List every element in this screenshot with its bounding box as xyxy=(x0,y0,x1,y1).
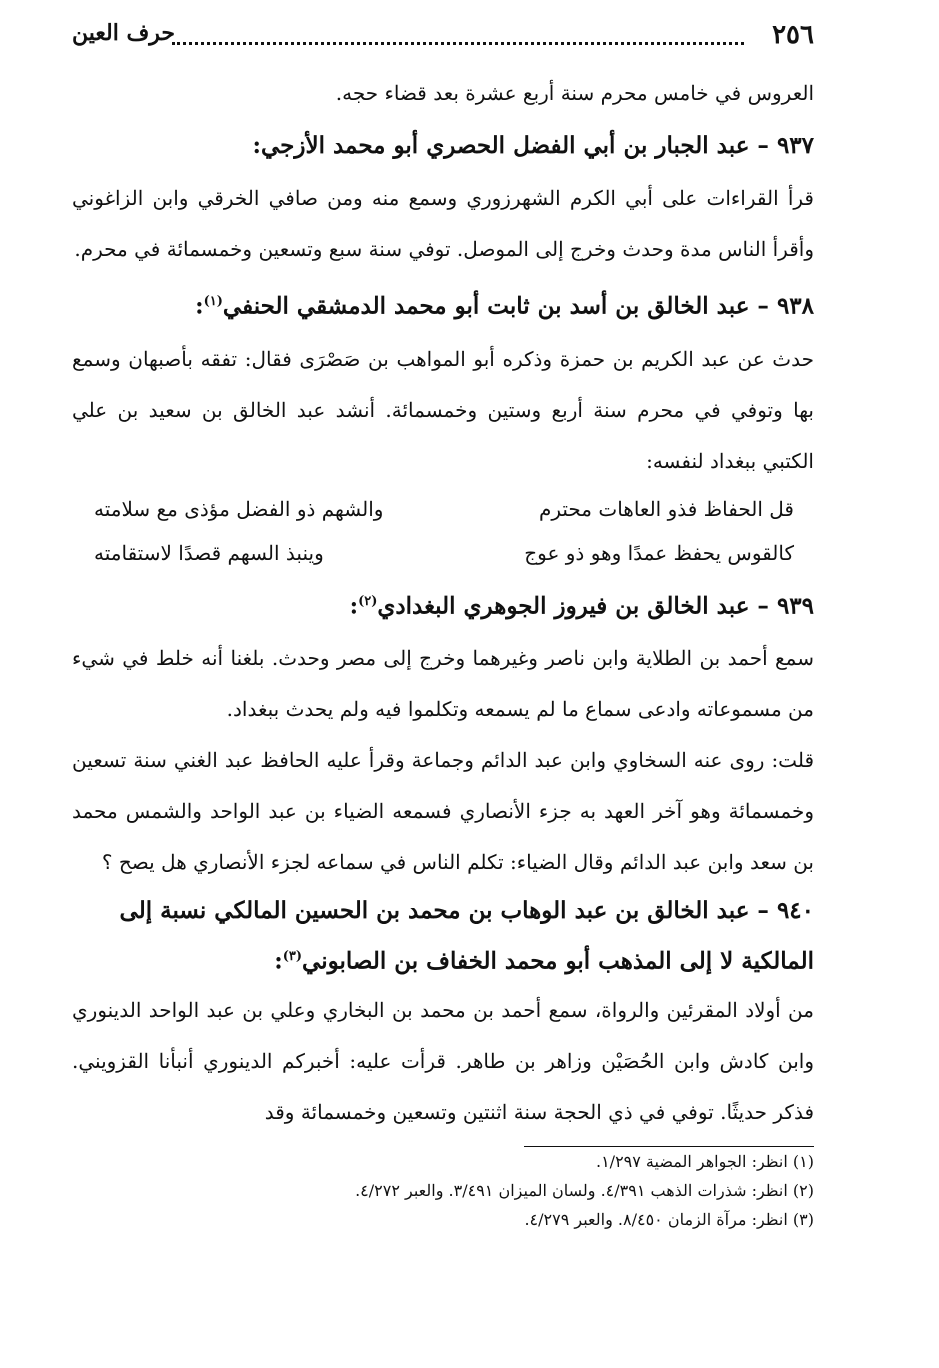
footnotes xyxy=(72,1147,814,1234)
footnote-3: (٣) انظر: مرآة الزمان ٨/٤٥٠. والعبر ٤/٢٧٩. xyxy=(524,1209,814,1229)
verse-2-first-hemistich: كالقوس يحفظ عمدًا وهو ذو عوج xyxy=(524,540,794,565)
poem-verse-1 xyxy=(72,487,814,531)
entry-939-note: قلت: روى عنه السخاوي وابن عبد الدائم وجماعة وقرأ عليه الحافظ عبد الغني سنة تسعين وخمسمائة وهو آخر العهد به جزء الأنصاري فسمعه الضياء بن عبد الواحد والشمس محمد بن سعد وابن عبد الدائم وقال الضياء: تكلم الناس في سماعه لجزء الأنصاري هل يصح ؟ xyxy=(72,748,815,875)
entry-937-heading: ٩٣٧ – عبد الجبار بن أبي الفضل الحصري أبو محمد الأزجي: xyxy=(252,132,814,159)
poem-verse-2 xyxy=(72,531,814,575)
footnote-ref-2[interactable]: (٢) xyxy=(358,593,378,609)
entry-938-text: حدث عن عبد الكريم بن حمزة وذكره أبو المواهب بن صَصْرَى فقال: تفقه بأصبهان وسمع بها وتوفي في محرم سنة أربع وستين وخمسمائة. أنشد عبد الخالق بن سعيد بن علي الكتبي ببغداد لنفسه: xyxy=(72,346,814,473)
book-page xyxy=(72,14,814,1354)
footnote-ref-1[interactable]: (١) xyxy=(203,294,223,309)
continuation-paragraph: العروس في خامس محرم سنة أربع عشرة بعد قضاء حجه. xyxy=(335,81,814,105)
entry-937-text: قرأ القراءات على أبي الكرم الشهرزوري وسمع منه ومن صافي الخرقي وابن الزاغوني وأقرأ الناس مدة وحدث وخرج إلى الموصل. توفي سنة سبع وتسعين وخمسمائة في محرم. xyxy=(72,186,814,261)
footnote-2: (٢) انظر: شذرات الذهب ٤/٣٩١. ولسان الميزان ٣/٤٩١. والعبر ٤/٢٧٢. xyxy=(355,1180,814,1200)
running-title: حرف العين xyxy=(72,20,176,46)
page-body xyxy=(72,68,814,1234)
entry-938-heading: ٩٣٨ – عبد الخالق بن أسد بن ثابت أبو محمد الدمشقي الحنفي$^{(١)}$: xyxy=(195,292,814,320)
entry-939-text: سمع أحمد بن الطلاية وابن ناصر وغيرهما وخرج إلى مصر وحدث. بلغنا أنه خلط في شيء من مسموعاته وادعى سماع ما لم يسمعه وتكلموا فيه ولم يحدث ببغداد. xyxy=(72,646,814,722)
verse-2-second-hemistich: وينبذ السهم قصدًا لاستقامته xyxy=(94,540,324,565)
verse-1-first-hemistich: قل الحفاظ فذو العاهات محترم xyxy=(538,496,794,521)
page-header xyxy=(72,20,814,60)
footnote-ref-3[interactable]: (٣) xyxy=(282,949,303,965)
entry-940-heading: ٩٤٠ – عبد الخالق بن عبد الوهاب بن محمد بن الحسين المالكي نسبة إلى المالكية لا إلى المذهب أبو محمد الخفاف بن الصابوني$^{(٣)}$: xyxy=(119,897,814,975)
verse-1-second-hemistich: والشهم ذو الفضل مؤذى مع سلامته xyxy=(94,496,384,521)
page-number: ٢٥٦ xyxy=(772,20,814,50)
entry-939-heading: ٩٣٩ – عبد الخالق بن فيروز الجوهري البغدادي$^{(٢)}$: xyxy=(349,592,814,620)
footnote-1: (١) انظر: الجواهر المضية ١/٢٩٧. xyxy=(595,1151,814,1171)
entry-940-text: من أولاد المقرئين والرواة، سمع أحمد بن محمد بن البخاري وعلي بن عبد الواحد الدينوري وابن كادش وابن الحُصَيْن وزاهر بن طاهر. قرأت عليه: أخبركم الدينوري أنبأنا القزويني. فذكر حديثًا. توفي في ذي الحجة سنة اثنتين وتسعين وخمسمائة وقد xyxy=(72,997,814,1124)
header-dotted-leader xyxy=(172,42,744,45)
